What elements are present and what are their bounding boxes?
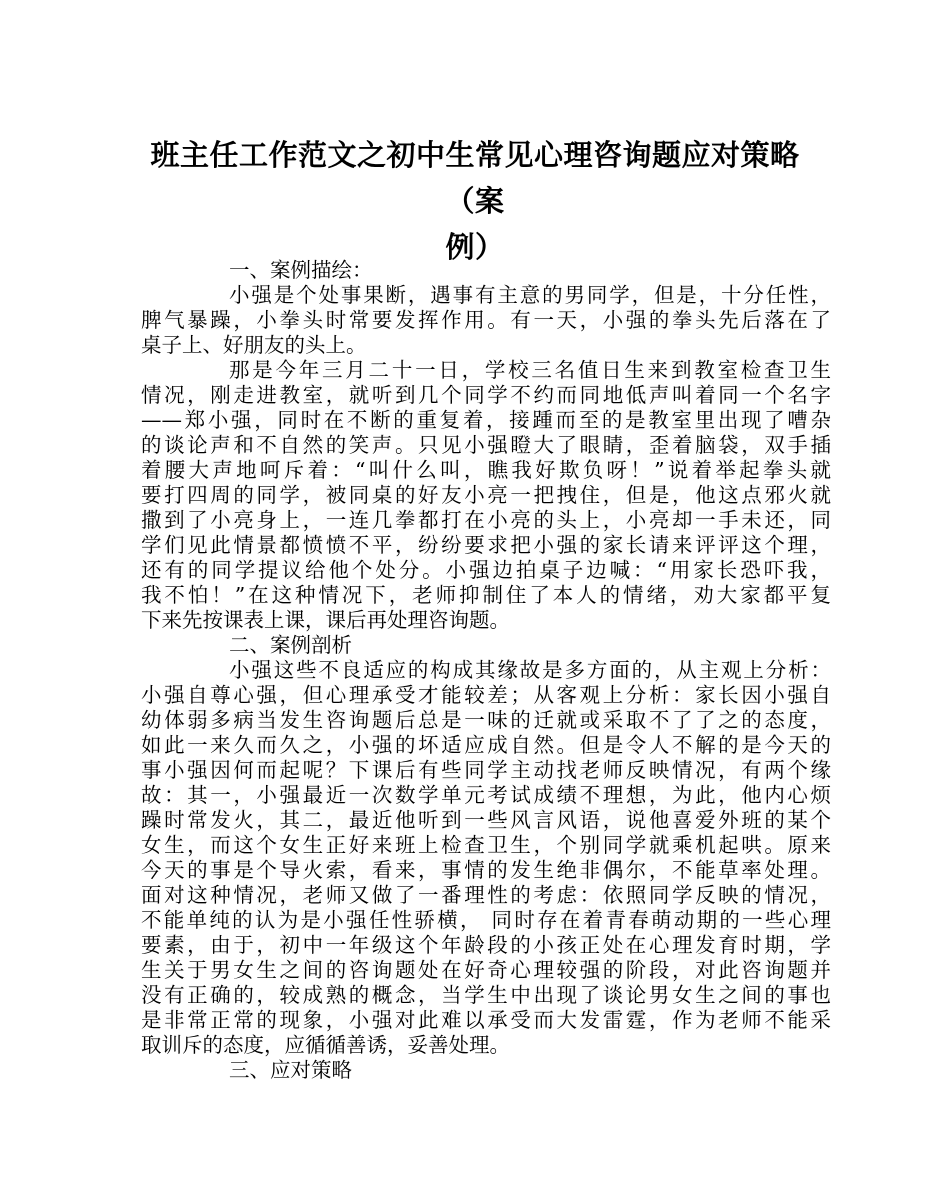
title-line-2: 例）	[445, 230, 505, 264]
title-line-1: 班主任工作范文之初中生常见心理咨询题应对策略（案	[150, 138, 800, 218]
text-line: 女生，而这个女生正好来班上检查卫生，个别同学就乘机起哄。原来	[141, 833, 831, 857]
text-line: 取训斥的态度，应循循善诱，妥善处理。	[141, 1033, 510, 1057]
text-line: 躁时常发火，其二，最近他听到一些风言风语，说他喜爱外班的某个	[141, 808, 831, 832]
text-line: 面对这种情况，老师又做了一番理性的考虑：依照同学反映的情况，	[141, 883, 831, 907]
text-line: 要打四周的同学，被同桌的好友小亮一把拽住，但是，他这点邪火就	[141, 483, 831, 507]
text-line: 要素，由于，初中一年级这个年龄段的小孩正处在心理发育时期，学	[141, 933, 831, 957]
section-heading-case-analysis: 二、案例剖析	[229, 633, 352, 657]
text-line: 如此一来久而久之，小强的坏适应成自然。但是令人不解的是今天的	[141, 733, 831, 757]
paragraph-3	[141, 658, 831, 1058]
text-line: 没有正确的，较成熟的概念，当学生中出现了谈论男女生之间的事也	[141, 983, 831, 1007]
text-line: 脾气暴躁，小拳头时常要发挥作用。有一天，小强的拳头先后落在了	[141, 308, 831, 332]
text-line: 学们见此情景都愤愤不平，纷纷要求把小强的家长请来评评这个理，	[141, 533, 831, 557]
text-line: 小强自尊心强，但心理承受才能较差；从客观上分析：家长因小强自	[141, 683, 831, 707]
paragraph-1	[141, 283, 831, 358]
text-line: 我不怕！”在这种情况下，老师抑制住了本人的情绪，劝大家都平复	[141, 583, 831, 607]
text-line: 今天的事是个导火索，看来，事情的发生绝非偶尔，不能草率处理。	[141, 858, 831, 882]
text-line: 那是今年三月二十一日，学校三名值日生来到教室检查卫生	[229, 358, 831, 382]
text-line: 生关于男女生之间的咨询题处在好奇心理较强的阶段，对此咨询题并	[141, 958, 831, 982]
text-line: 是非常正常的现象，小强对此难以承受而大发雷霆，作为老师不能采	[141, 1008, 831, 1032]
text-line: 的谈论声和不自然的笑声。只见小强瞪大了眼睛，歪着脑袋，双手插	[141, 433, 831, 457]
text-line: 故：其一，小强最近一次数学单元考试成绩不理想，为此，他内心烦	[141, 783, 831, 807]
text-line: 事小强因何而起呢？下课后有些同学主动找老师反映情况，有两个缘	[141, 758, 831, 782]
text-line: 小强这些不良适应的构成其缘故是多方面的，从主观上分析：	[229, 658, 831, 682]
text-line: 小强是个处事果断，遇事有主意的男同学，但是，十分任性，	[229, 283, 831, 307]
text-line: 下来先按课表上课，课后再处理咨询题。	[141, 608, 510, 632]
paragraph-2	[141, 358, 831, 633]
text-line: 撒到了小亮身上，一连几拳都打在小亮的头上，小亮却一手未还，同	[141, 508, 831, 532]
text-line: 不能单纯的认为是小强任性骄横， 同时存在着青春萌动期的一些心理	[141, 908, 831, 932]
text-line: 幼体弱多病当发生咨询题后总是一味的迁就或采取不了了之的态度，	[141, 708, 831, 732]
document-title	[130, 132, 820, 270]
text-line: ——郑小强，同时在不断的重复着，接踵而至的是教室里出现了嘈杂	[141, 408, 831, 432]
section-heading-response-strategy: 三、应对策略	[229, 1058, 352, 1082]
text-line: 还有的同学提议给他个处分。小强边拍桌子边喊：“用家长恐吓我，	[141, 558, 831, 582]
text-line: 情况，刚走进教室，就听到几个同学不约而同地低声叫着同一个名字	[141, 383, 831, 407]
section-heading-case-description: 一、案例描绘：	[229, 258, 373, 282]
text-line: 桌子上、好朋友的头上。	[141, 333, 367, 357]
text-line: 着腰大声地呵斥着：“叫什么叫，瞧我好欺负呀！”说着举起拳头就	[141, 458, 831, 482]
document-body	[141, 258, 831, 1083]
